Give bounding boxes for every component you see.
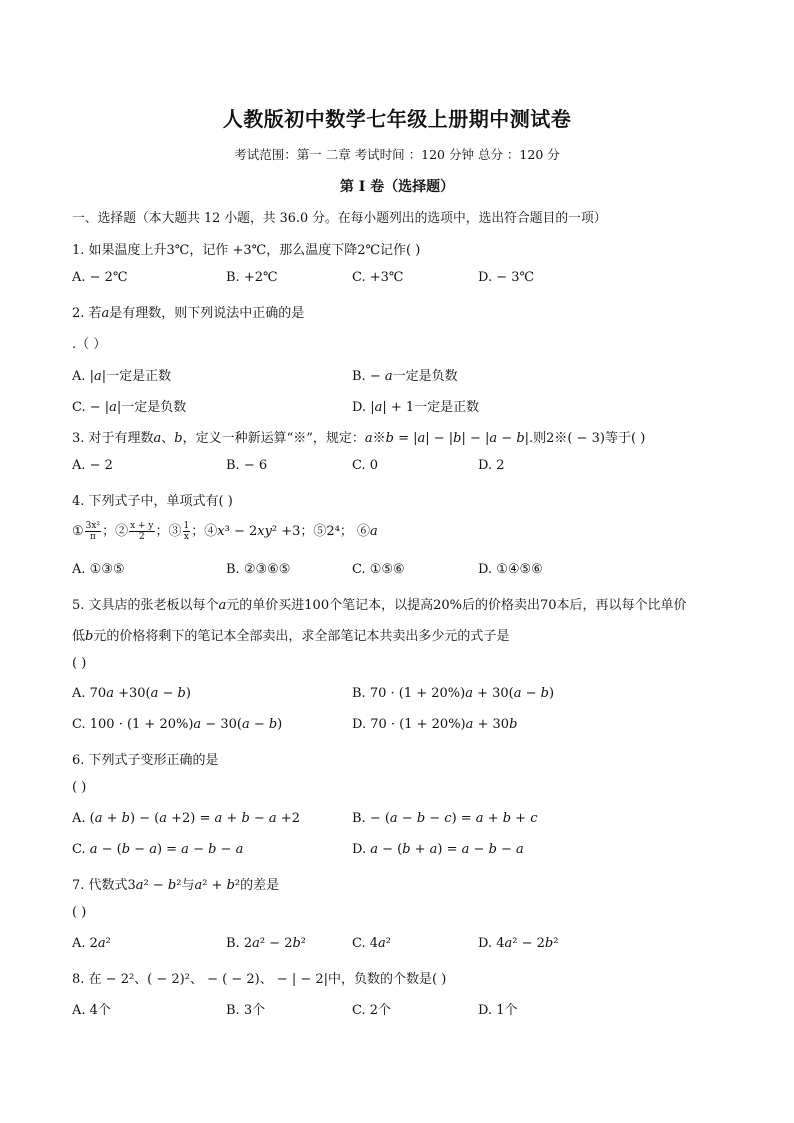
section-heading: 一、选择题（本大题共 12 小题，共 36.0 分。在每小题列出的选项中，选出符合题目的一项） — [72, 211, 607, 226]
question-1-stem: 1. 如果温度上升3℃，记作 +3℃，那么温度下降2℃记作( ) — [72, 243, 421, 258]
q7-option-a[interactable]: A. 2𝑎² — [72, 936, 111, 951]
q2-option-a[interactable]: A. |𝑎|一定是正数 — [72, 369, 172, 384]
item-1-marker: ① — [72, 524, 84, 539]
q5-option-a[interactable]: A. 70𝑎 +30(𝑎 − 𝑏) — [72, 686, 191, 701]
fraction-1 — [85, 521, 101, 542]
q1-option-a[interactable]: A. − 2℃ — [72, 270, 128, 285]
q7-option-b[interactable]: B. 2𝑎² − 2𝑏² — [226, 936, 307, 951]
question-5-stem-line2: 低𝑏元的价格将剩下的笔记本全部卖出，求全部笔记本共卖出多少元的式子是 — [72, 629, 510, 644]
q4-option-a[interactable]: A. ①③⑤ — [72, 562, 125, 577]
separator-2: ；② — [102, 524, 129, 539]
question-2-paren: .（ ） — [72, 337, 107, 352]
separator-3: ；③ — [155, 524, 182, 539]
fraction-1-denominator: π — [89, 532, 96, 542]
q3-option-a[interactable]: A. − 2 — [72, 458, 113, 473]
q6-option-c[interactable]: C. 𝑎 − (𝑏 − 𝑎) = 𝑎 − 𝑏 − 𝑎 — [72, 842, 244, 857]
q8-option-b[interactable]: B. 3个 — [226, 1003, 266, 1018]
question-8-stem: 8. 在 − 2²、( − 2)²、 − ( − 2)、 − | − 2|中，负数的个数是( ) — [72, 972, 447, 987]
q4-option-c[interactable]: C. ①⑤⑥ — [352, 562, 405, 577]
q8-option-a[interactable]: A. 4个 — [72, 1003, 111, 1018]
fraction-3-denominator: x — [183, 532, 189, 542]
q3-option-c[interactable]: C. 0 — [352, 458, 379, 473]
q2-option-b[interactable]: B. − 𝑎一定是负数 — [352, 369, 458, 384]
question-4-stem: 4. 下列式子中，单项式有( ) — [72, 494, 233, 509]
q5-option-d[interactable]: D. 70 · (1 + 20%)𝑎 + 30𝑏 — [352, 717, 518, 732]
q4-option-b[interactable]: B. ②③⑥⑤ — [226, 562, 291, 577]
items-rest: ；④𝑥³ − 2𝑥𝑦² +3；⑤2⁴； ⑥𝑎 — [191, 524, 378, 539]
q1-option-b[interactable]: B. +2℃ — [226, 270, 278, 285]
q8-option-c[interactable]: C. 2个 — [352, 1003, 392, 1018]
q2-option-c[interactable]: C. − |𝑎|一定是负数 — [72, 400, 187, 415]
fraction-2-numerator: x + y — [130, 521, 154, 531]
q5-option-c[interactable]: C. 100 · (1 + 20%)𝑎 − 30(𝑎 − 𝑏) — [72, 717, 283, 732]
q8-option-d[interactable]: D. 1个 — [478, 1003, 518, 1018]
question-5-paren: ( ) — [72, 656, 87, 671]
exam-info: 考试范围：第一 二章 考试时间 ：120 分钟 总分 ：120 分 — [234, 147, 560, 162]
q7-option-c[interactable]: C. 4𝑎² — [352, 936, 391, 951]
q6-option-b[interactable]: B. − (𝑎 − 𝑏 − 𝑐) = 𝑎 + 𝑏 + 𝑐 — [352, 811, 538, 826]
part-heading: 第 I 卷（选择题） — [339, 179, 455, 195]
page-title: 人教版初中数学七年级上册期中测试卷 — [222, 107, 572, 131]
q4-option-d[interactable]: D. ①④⑤⑥ — [478, 562, 543, 577]
q1-option-d[interactable]: D. − 3℃ — [478, 270, 535, 285]
q3-option-b[interactable]: B. − 6 — [226, 458, 268, 473]
question-4-items — [72, 520, 378, 542]
q1-option-c[interactable]: C. +3℃ — [352, 270, 404, 285]
q2-option-d[interactable]: D. |𝑎| + 1一定是正数 — [352, 400, 480, 415]
question-6-stem: 6. 下列式子变形正确的是 — [72, 753, 219, 768]
fraction-2-denominator: 2 — [138, 532, 145, 542]
question-7-stem: 7. 代数式3𝑎² − 𝑏²与𝑎² + 𝑏²的差是 — [72, 878, 280, 893]
question-2-stem: 2. 若𝑎是有理数，则下列说法中正确的是 — [72, 306, 305, 321]
fraction-3-numerator: 1 — [183, 521, 190, 531]
fraction-2 — [129, 521, 154, 542]
q7-option-d[interactable]: D. 4𝑎² − 2𝑏² — [478, 936, 559, 951]
question-3-stem: 3. 对于有理数𝑎、𝑏，定义一种新运算“※”，规定：𝑎※𝑏 = |𝑎| − |𝑏| − |𝑎 − 𝑏|.则2※( − 3)等于( ) — [72, 431, 646, 446]
question-6-paren: ( ) — [72, 780, 87, 795]
fraction-1-numerator: 3x² — [85, 521, 101, 531]
question-7-paren: ( ) — [72, 905, 87, 920]
fraction-3 — [183, 521, 191, 542]
q6-option-d[interactable]: D. 𝑎 − (𝑏 + 𝑎) = 𝑎 − 𝑏 − 𝑎 — [352, 842, 524, 857]
question-5-stem-line1: 5. 文具店的张老板以每个𝑎元的单价买进100个笔记本，以提高20%后的价格卖出70本后，再以每个比单价 — [72, 598, 687, 613]
q5-option-b[interactable]: B. 70 · (1 + 20%)𝑎 + 30(𝑎 − 𝑏) — [352, 686, 555, 701]
q6-option-a[interactable]: A. (𝑎 + 𝑏) − (𝑎 +2) = 𝑎 + 𝑏 − 𝑎 +2 — [72, 811, 300, 826]
q3-option-d[interactable]: D. 2 — [478, 458, 505, 473]
